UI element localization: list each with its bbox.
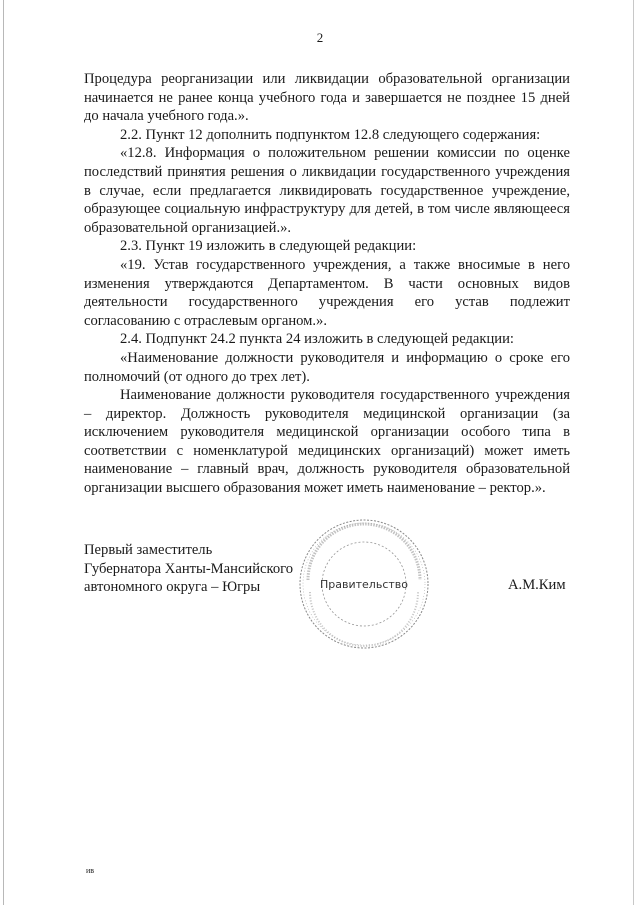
page-number: 2 [316, 30, 324, 45]
signatory-position-line-1: Первый заместитель [84, 542, 213, 558]
paragraph-3: «12.8. Информация о положительном решении комиссии по оценке последствий принятия решения о ликвидации государственного учреждения в случае, если предлагается ликвидировать государственное учреждение, образующее социальную инфраструктуру для детей, в том числе являющееся образовательной организацией.». [84, 145, 570, 236]
paragraph-7: «Наименование должности руководителя и информацию о сроке его полномочий (от одного до трех лет). [84, 349, 570, 385]
signatory-position [84, 541, 314, 597]
document-body [84, 70, 570, 498]
seal-center-text: Правительство [320, 578, 408, 591]
paragraph-2: 2.2. Пункт 12 дополнить подпунктом 12.8 следующего содержания: [120, 126, 541, 143]
signatory-position-line-3: автономного округа – Югры [84, 579, 261, 596]
paragraph-8: Наименование должности руководителя государственного учреждения – директор. Должность руководителя медицинской организации (за исключением руководителя медицинской организации особого типа в соответствии с номенклатурой медицинских организаций) может иметь наименование – главный врач, должность руководителя образовательной организации высшего образования может иметь наименование – ректор.». [84, 387, 570, 497]
scan-edge-left [3, 0, 4, 905]
paragraph-6: 2.4. Подпункт 24.2 пункта 24 изложить в следующей редакции: [120, 331, 514, 348]
paragraph-1: Процедура реорганизации или ликвидации образовательной организации начинается не ранее конца учебного года и завершается не позднее 15 дней до начала учебного года.». [84, 71, 570, 125]
signatory-position-line-2: Губернатора Ханты-Мансийского [84, 560, 294, 577]
paragraph-4: 2.3. Пункт 19 изложить в следующей редакции: [120, 238, 417, 255]
scan-edge-right [633, 0, 634, 905]
official-seal [296, 516, 432, 652]
executor-initials: ив [86, 866, 95, 875]
paragraph-5: «19. Устав государственного учреждения, а также вносимые в него изменения утверждаются Департаментом. В части основных видов деятельности государственного учреждения его устав подлежит согласованию с отраслевым органом.». [84, 256, 570, 329]
signatory-name: А.М.Ким [508, 577, 566, 593]
